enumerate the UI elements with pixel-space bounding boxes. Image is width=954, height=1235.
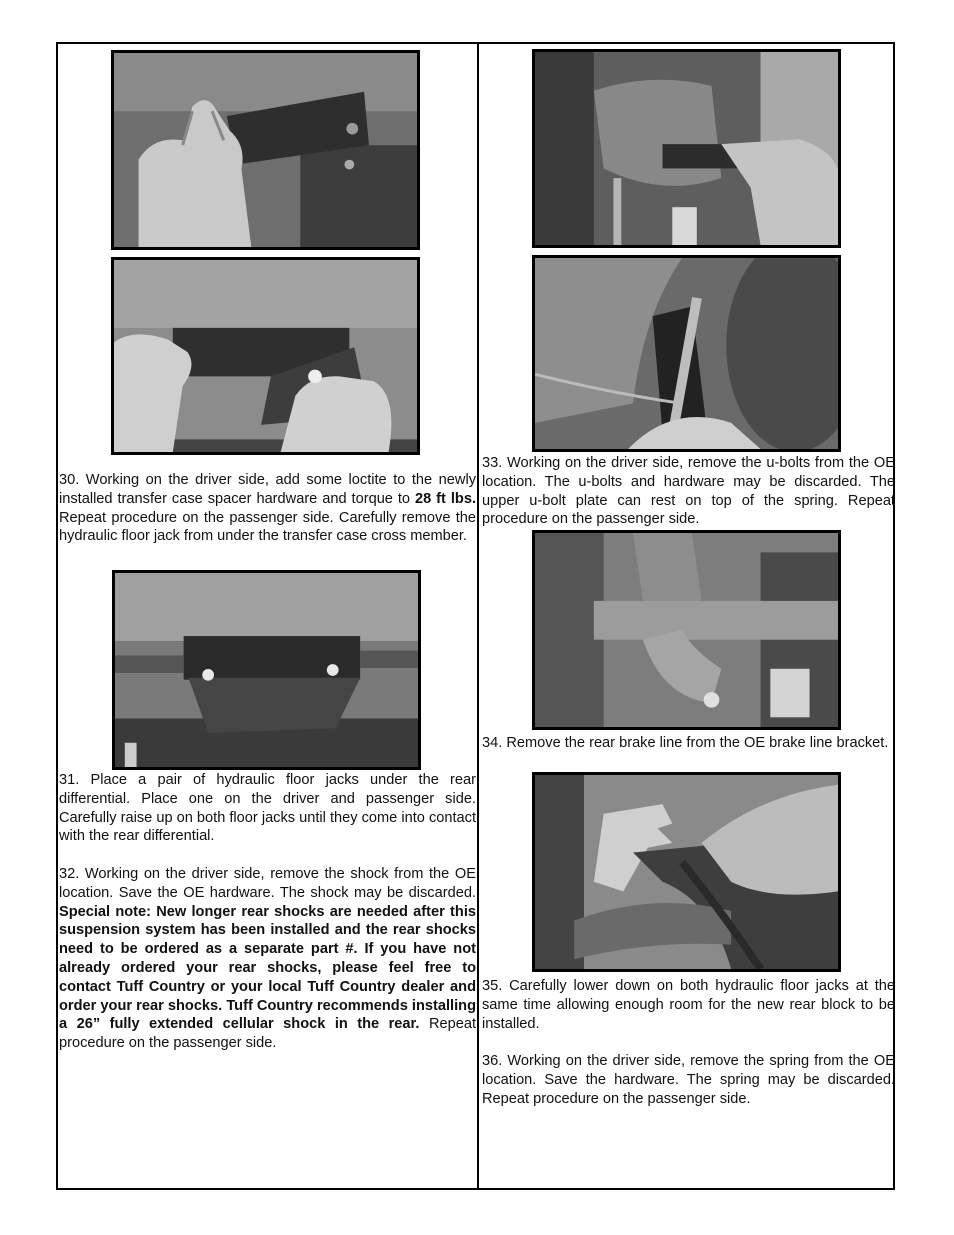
step-34-text: 34. Remove the rear brake line from the OE brake line bracket. bbox=[482, 735, 889, 751]
step-31-text: 31. Place a pair of hydraulic floor jacks under the rear differential. Place one on the driver and passenger side. Carefully raise up on both floor jacks until they come into contact with the rear differential. bbox=[59, 772, 476, 845]
step-33-text: 33. Working on the driver side, remove the u-bolts from the OE location. The u-bolts and hardware may be discarded. The upper u-bolt plate can rest on top of the spring. Repeat procedure on the passenger side. bbox=[482, 455, 895, 528]
step-32-text: 32. Working on the driver side, remove the shock from the OE location. Save the OE hardware. The shock may be discarded. Special note: New longer rear shocks are needed after this suspension system has been installed and the rear shocks need to be ordered as a separate part #. If you have not already ordered your rear shocks, please feel free to contact Tuff Country or your local Tuff Country dealer and order your rear shocks. Tuff Country recommends installing a 26” fully extended cellular shock in the rear. Repeat procedure on the passenger side. bbox=[59, 866, 476, 1052]
photo-brake-line-bracket bbox=[532, 530, 841, 730]
step-36-text: 36. Working on the driver side, remove the spring from the OE location. Save the hardware. The spring may be discarded. Repeat procedure on the passenger side. bbox=[482, 1053, 895, 1107]
photo-brake-line-removal bbox=[532, 772, 841, 972]
column-divider bbox=[477, 42, 479, 1190]
photo-spacer-install bbox=[111, 50, 420, 250]
step-30-text: 30. Working on the driver side, add some loctite to the newly installed transfer case spacer hardware and torque to 28 ft lbs. Repeat procedure on the passenger side. Carefully remove the hydraulic floor jack from under the transfer case cross member. bbox=[59, 472, 476, 545]
step-35-text: 35. Carefully lower down on both hydraulic floor jacks at the same time allowing enough room for the new rear block to be installed. bbox=[482, 978, 895, 1032]
photo-spacer-bolts bbox=[111, 257, 420, 455]
photo-ubolt-removal bbox=[532, 49, 841, 248]
photo-spacer-torqued bbox=[112, 570, 421, 770]
photo-shock-removal bbox=[532, 255, 841, 452]
